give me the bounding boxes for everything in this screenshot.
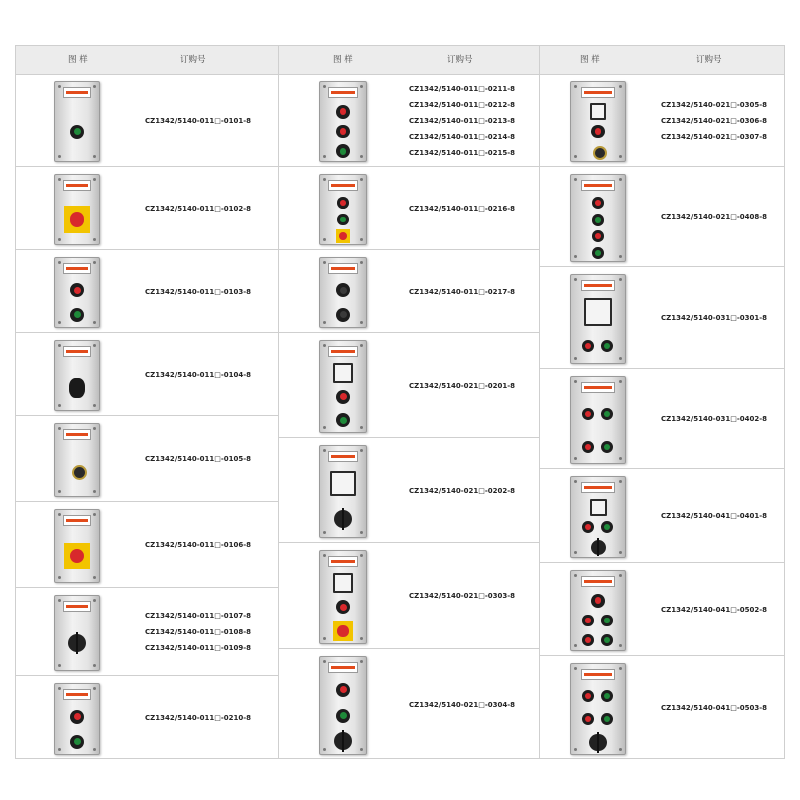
- order-codes: [409, 81, 515, 161]
- red-button-icon: [336, 683, 350, 697]
- order-code: CZ1342/5140-011□-0212-8: [409, 100, 516, 109]
- green-button-icon: [336, 144, 350, 158]
- screw-icon: [93, 178, 96, 181]
- red-button-icon: [591, 594, 605, 608]
- nameplate-icon: [63, 346, 91, 357]
- header-order: 订购号: [180, 55, 206, 65]
- screw-icon: [360, 178, 363, 181]
- nameplate-icon: [63, 515, 91, 526]
- nameplate-icon: [63, 180, 91, 191]
- red-button-icon: [592, 197, 604, 209]
- red-button-icon: [582, 615, 594, 627]
- green-button-icon: [70, 735, 84, 749]
- nameplate-icon: [328, 451, 357, 462]
- red-button-icon: [582, 690, 594, 702]
- nameplate-icon: [581, 280, 616, 291]
- table-row: [279, 250, 539, 333]
- red-button-icon: [582, 340, 594, 352]
- order-code: CZ1342/5140-021□-0304-8: [409, 700, 516, 709]
- nameplate-icon: [328, 556, 357, 567]
- key-switch-icon: [72, 465, 87, 480]
- order-code: CZ1342/5140-011□-0103-8: [145, 287, 252, 296]
- table-row: [279, 333, 539, 438]
- order-codes: [661, 209, 767, 225]
- table-row: [279, 74, 539, 167]
- enclosure-image: [570, 476, 626, 558]
- green-button-icon: [592, 247, 604, 259]
- table-row: [16, 74, 278, 167]
- screw-icon: [360, 637, 363, 640]
- red-button-icon: [336, 105, 350, 119]
- enclosure-image: [570, 570, 626, 651]
- enclosure-image: [54, 509, 100, 583]
- green-button-icon: [601, 441, 613, 453]
- nameplate-icon: [328, 662, 357, 673]
- order-code: CZ1342/5140-021□-0306-8: [661, 116, 768, 125]
- meter-icon: [333, 573, 353, 593]
- screw-icon: [619, 748, 622, 751]
- screw-icon: [323, 426, 326, 429]
- table-row: [16, 588, 278, 676]
- green-button-icon: [601, 408, 613, 420]
- screw-icon: [619, 551, 622, 554]
- order-code: CZ1342/5140-041□-0401-8: [661, 512, 768, 520]
- green-button-icon: [601, 521, 613, 533]
- screw-icon: [93, 344, 96, 347]
- meter-icon: [590, 499, 607, 516]
- column-3: [539, 45, 785, 759]
- table-row: [540, 656, 784, 760]
- screw-icon: [619, 644, 622, 647]
- nameplate-icon: [63, 87, 91, 98]
- screw-icon: [93, 238, 96, 241]
- order-code: CZ1342/5140-011□-0108-8: [145, 628, 252, 636]
- order-code: CZ1342/5140-011□-0215-8: [409, 148, 516, 157]
- screw-icon: [574, 85, 577, 88]
- order-code: CZ1342/5140-031□-0301-8: [661, 314, 768, 322]
- screw-icon: [323, 321, 326, 324]
- nameplate-icon: [63, 429, 91, 440]
- order-code: CZ1342/5140-011□-0107-8: [145, 612, 252, 620]
- order-codes: [409, 483, 515, 499]
- header-image: 图 样: [580, 55, 600, 65]
- table-row: [16, 416, 278, 502]
- order-codes: [409, 201, 515, 217]
- table-row: [279, 167, 539, 250]
- red-button-icon: [591, 125, 605, 139]
- red-button-icon: [70, 710, 84, 724]
- table-row: [540, 563, 784, 656]
- meter-icon: [584, 298, 613, 327]
- screw-icon: [58, 321, 61, 324]
- screw-icon: [619, 574, 622, 577]
- enclosure-image: [319, 340, 367, 433]
- order-codes: [409, 588, 515, 604]
- selector-knob-icon: [334, 510, 352, 528]
- table-row: [279, 649, 539, 760]
- screw-icon: [574, 255, 577, 258]
- green-button-icon: [601, 615, 613, 627]
- screw-icon: [93, 687, 96, 690]
- screw-icon: [58, 664, 61, 667]
- nameplate-icon: [581, 180, 616, 191]
- table-row: [16, 167, 278, 250]
- screw-icon: [93, 576, 96, 579]
- screw-icon: [323, 155, 326, 158]
- table-row: [16, 676, 278, 760]
- screw-icon: [574, 357, 577, 360]
- order-code: CZ1342/5140-011□-0105-8: [145, 455, 252, 463]
- enclosure-image: [319, 257, 367, 328]
- nameplate-icon: [63, 689, 91, 700]
- nameplate-icon: [581, 576, 616, 587]
- green-button-icon: [70, 308, 84, 322]
- screw-icon: [574, 574, 577, 577]
- red-button-icon: [582, 408, 594, 420]
- screw-icon: [619, 380, 622, 383]
- enclosure-image: [54, 595, 100, 671]
- order-code: CZ1342/5140-011□-0102-8: [145, 204, 252, 213]
- green-button-icon: [601, 690, 613, 702]
- nameplate-icon: [63, 263, 91, 274]
- red-button-icon: [336, 125, 350, 139]
- order-codes: [661, 97, 767, 145]
- enclosure-image: [54, 81, 100, 162]
- screw-icon: [93, 513, 96, 516]
- screw-icon: [619, 667, 622, 670]
- emergency-stop-icon: [337, 625, 348, 636]
- order-code: CZ1342/5140-021□-0303-8: [409, 592, 516, 600]
- table-row: [540, 74, 784, 167]
- header-order: 订购号: [447, 55, 473, 65]
- order-codes: [661, 411, 767, 427]
- table-row: [540, 469, 784, 563]
- screw-icon: [58, 155, 61, 158]
- order-codes: [145, 537, 251, 553]
- screw-icon: [574, 551, 577, 554]
- table-row: [16, 502, 278, 588]
- table-header: [16, 46, 278, 75]
- order-codes: [409, 284, 515, 300]
- red-button-icon: [337, 197, 348, 208]
- screw-icon: [619, 357, 622, 360]
- screw-icon: [619, 178, 622, 181]
- red-button-icon: [582, 441, 594, 453]
- screw-icon: [323, 554, 326, 557]
- screw-icon: [58, 344, 61, 347]
- order-codes: [145, 113, 251, 129]
- screw-icon: [323, 531, 326, 534]
- table-row: [540, 267, 784, 369]
- enclosure-image: [54, 423, 100, 497]
- emergency-stop-icon: [70, 212, 85, 227]
- order-codes: [145, 284, 251, 300]
- screw-icon: [58, 404, 61, 407]
- screw-icon: [58, 748, 61, 751]
- order-code: CZ1342/5140-011□-0104-8: [145, 370, 252, 379]
- screw-icon: [93, 599, 96, 602]
- column-2: [278, 45, 540, 759]
- screw-icon: [574, 380, 577, 383]
- meter-icon: [590, 103, 607, 120]
- green-button-icon: [601, 340, 613, 352]
- red-button-icon: [70, 283, 84, 297]
- red-button-icon: [336, 390, 350, 404]
- order-code: CZ1342/5140-011□-0213-8: [409, 116, 516, 125]
- enclosure-image: [319, 445, 367, 538]
- screw-icon: [574, 667, 577, 670]
- selector-knob-icon: [589, 734, 607, 752]
- screw-icon: [574, 748, 577, 751]
- screw-icon: [58, 178, 61, 181]
- screw-icon: [619, 255, 622, 258]
- screw-icon: [574, 480, 577, 483]
- table-row: [16, 250, 278, 333]
- table-header: [540, 46, 784, 75]
- screw-icon: [360, 155, 363, 158]
- black-button-icon: [336, 283, 350, 297]
- order-code: CZ1342/5140-021□-0307-8: [661, 132, 768, 141]
- order-code: CZ1342/5140-011□-0101-8: [145, 116, 252, 125]
- screw-icon: [360, 85, 363, 88]
- screw-icon: [619, 457, 622, 460]
- meter-icon: [333, 363, 353, 383]
- order-codes: [409, 697, 515, 713]
- table-header: [279, 46, 539, 75]
- screw-icon: [323, 261, 326, 264]
- screw-icon: [323, 637, 326, 640]
- screw-icon: [58, 427, 61, 430]
- red-button-icon: [582, 713, 594, 725]
- screw-icon: [93, 261, 96, 264]
- screw-icon: [619, 480, 622, 483]
- screw-icon: [360, 261, 363, 264]
- column-1: [15, 45, 279, 759]
- order-codes: [145, 710, 251, 726]
- red-button-icon: [592, 230, 604, 242]
- order-codes: [661, 700, 767, 716]
- screw-icon: [574, 278, 577, 281]
- order-codes: [661, 310, 767, 326]
- screw-icon: [323, 748, 326, 751]
- table-row: [279, 438, 539, 543]
- green-button-icon: [70, 125, 84, 139]
- order-code: CZ1342/5140-011□-0211-8: [409, 84, 516, 93]
- enclosure-image: [319, 656, 367, 755]
- screw-icon: [93, 85, 96, 88]
- green-button-icon: [336, 709, 350, 723]
- green-button-icon: [592, 214, 604, 226]
- selector-knob-icon: [334, 732, 352, 750]
- screw-icon: [93, 427, 96, 430]
- screw-icon: [58, 238, 61, 241]
- screw-icon: [323, 344, 326, 347]
- order-code: CZ1342/5140-011□-0106-8: [145, 541, 252, 549]
- red-button-icon: [336, 600, 350, 614]
- screw-icon: [360, 660, 363, 663]
- table-row: [279, 543, 539, 649]
- enclosure-image: [319, 550, 367, 644]
- screw-icon: [93, 664, 96, 667]
- enclosure-image: [570, 81, 626, 162]
- screw-icon: [323, 238, 326, 241]
- table-row: [540, 167, 784, 267]
- order-code: CZ1342/5140-021□-0408-8: [661, 213, 768, 221]
- order-codes: [661, 602, 767, 618]
- screw-icon: [360, 344, 363, 347]
- red-button-icon: [582, 521, 594, 533]
- nameplate-icon: [63, 601, 91, 612]
- screw-icon: [574, 155, 577, 158]
- screw-icon: [58, 513, 61, 516]
- screw-icon: [360, 531, 363, 534]
- nameplate-icon: [581, 482, 616, 493]
- table-row: [16, 333, 278, 416]
- screw-icon: [360, 554, 363, 557]
- order-code: CZ1342/5140-041□-0503-8: [661, 704, 768, 712]
- order-codes: [145, 367, 251, 383]
- enclosure-image: [570, 174, 626, 262]
- nameplate-icon: [581, 382, 616, 393]
- screw-icon: [323, 178, 326, 181]
- header-image: 图 样: [333, 55, 353, 65]
- screw-icon: [360, 238, 363, 241]
- screw-icon: [619, 85, 622, 88]
- enclosure-image: [319, 174, 367, 245]
- enclosure-image: [54, 174, 100, 245]
- mushroom-button-icon: [69, 378, 85, 399]
- nameplate-icon: [328, 180, 357, 191]
- screw-icon: [58, 85, 61, 88]
- enclosure-image: [319, 81, 367, 162]
- nameplate-icon: [581, 669, 616, 680]
- nameplate-icon: [328, 346, 357, 357]
- selector-knob-icon: [591, 540, 606, 555]
- order-code: CZ1342/5140-021□-0202-8: [409, 486, 516, 495]
- nameplate-icon: [581, 87, 616, 98]
- order-code: CZ1342/5140-031□-0402-8: [661, 415, 768, 423]
- order-codes: [145, 201, 251, 217]
- screw-icon: [323, 660, 326, 663]
- meter-icon: [330, 471, 355, 496]
- nameplate-icon: [328, 87, 357, 98]
- screw-icon: [360, 426, 363, 429]
- screw-icon: [574, 457, 577, 460]
- key-switch-icon: [593, 146, 607, 160]
- enclosure-image: [570, 376, 626, 464]
- screw-icon: [58, 261, 61, 264]
- green-button-icon: [601, 713, 613, 725]
- enclosure-image: [570, 663, 626, 755]
- order-code: CZ1342/5140-041□-0502-8: [661, 605, 768, 614]
- screw-icon: [58, 687, 61, 690]
- screw-icon: [93, 321, 96, 324]
- order-code: CZ1342/5140-011□-0109-8: [145, 644, 252, 652]
- screw-icon: [574, 644, 577, 647]
- red-button-icon: [582, 634, 594, 646]
- order-code: CZ1342/5140-011□-0217-8: [409, 287, 516, 296]
- selector-knob-icon: [68, 634, 86, 652]
- enclosure-image: [570, 274, 626, 364]
- screw-icon: [93, 490, 96, 493]
- screw-icon: [619, 278, 622, 281]
- screw-icon: [360, 321, 363, 324]
- green-button-icon: [336, 413, 350, 427]
- enclosure-image: [54, 257, 100, 328]
- order-code: CZ1342/5140-011□-0214-8: [409, 132, 516, 141]
- order-codes: [661, 508, 767, 524]
- screw-icon: [360, 748, 363, 751]
- black-button-icon: [336, 308, 350, 322]
- screw-icon: [93, 155, 96, 158]
- screw-icon: [574, 178, 577, 181]
- screw-icon: [58, 599, 61, 602]
- order-code: CZ1342/5140-011□-0210-8: [145, 714, 252, 722]
- screw-icon: [58, 490, 61, 493]
- order-code: CZ1342/5140-021□-0201-8: [409, 381, 516, 390]
- table-row: [540, 369, 784, 469]
- green-button-icon: [601, 634, 613, 646]
- screw-icon: [58, 576, 61, 579]
- order-codes: [409, 378, 515, 394]
- screw-icon: [323, 85, 326, 88]
- nameplate-icon: [328, 263, 357, 274]
- enclosure-image: [54, 683, 100, 755]
- green-button-icon: [337, 214, 348, 225]
- order-code: CZ1342/5140-011□-0216-8: [409, 204, 516, 213]
- header-order: 订购号: [696, 55, 722, 65]
- screw-icon: [619, 155, 622, 158]
- order-codes: [145, 451, 251, 467]
- header-image: 图 样: [68, 55, 88, 65]
- emergency-stop-icon: [339, 232, 347, 240]
- order-codes: [145, 608, 251, 656]
- enclosure-image: [54, 340, 100, 411]
- screw-icon: [93, 748, 96, 751]
- screw-icon: [323, 449, 326, 452]
- order-code: CZ1342/5140-021□-0305-8: [661, 100, 768, 109]
- screw-icon: [93, 404, 96, 407]
- screw-icon: [360, 449, 363, 452]
